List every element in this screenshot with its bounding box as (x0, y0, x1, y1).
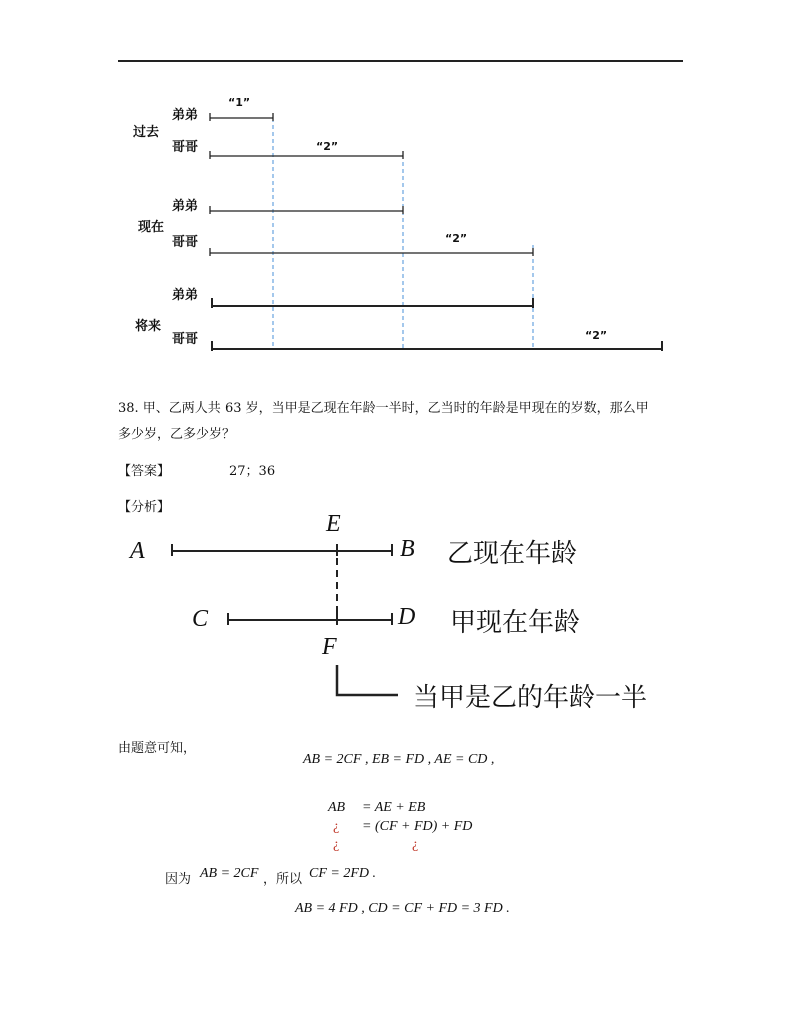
question-line-2: 多少岁，乙多少岁？ (118, 427, 236, 442)
point-C: C (192, 606, 209, 632)
past-seg-1-label: “1” (228, 96, 251, 109)
equation-3-right: = (CF + FD) + FD (362, 819, 473, 834)
equation-3-left: ¿ (333, 819, 340, 834)
label-CD: 甲现在年龄 (450, 608, 581, 638)
past-younger-label: 弟弟 (172, 108, 199, 123)
since-mid: ，所以 (263, 872, 303, 887)
point-D: D (398, 604, 416, 630)
point-B: B (400, 536, 415, 562)
equation-4-right: ¿ (412, 837, 419, 852)
solution-intro: 由题意可知， (118, 741, 197, 756)
past-seg-2-label: “2” (316, 140, 339, 153)
equation-5: AB = 4 FD , CD = CF + FD = 3 FD . (295, 901, 510, 916)
row-label-now: 现在 (138, 220, 165, 235)
answer-value: 27；36 (229, 464, 276, 479)
future-younger-label: 弟弟 (172, 288, 199, 303)
now-younger-label: 弟弟 (172, 199, 199, 214)
label-AB: 乙现在年龄 (447, 539, 578, 569)
past-older-label: 哥哥 (172, 140, 199, 155)
row-label-future: 将来 (135, 319, 162, 334)
since-result: CF = 2FD . (309, 866, 376, 881)
now-seg-2-label: “2” (445, 232, 468, 245)
since-prefix: 因为 (165, 872, 192, 887)
equation-1: AB = 2CF , EB = FD , AE = CD , (303, 752, 495, 767)
row-label-past: 过去 (133, 125, 160, 140)
equation-2-left: AB (328, 800, 346, 815)
point-F: F (322, 634, 337, 660)
question-line-1: 38. 甲、乙两人共 63 岁，当甲是乙现在年龄一半时，乙当时的年龄是甲现在的岁数，那么甲 (118, 401, 649, 416)
point-A: A (130, 538, 145, 564)
future-older-label: 哥哥 (172, 332, 199, 347)
analysis-label: 【分析】 (118, 500, 171, 515)
point-E: E (326, 511, 341, 537)
connector-F (337, 665, 398, 695)
answer-label: 【答案】 (118, 464, 171, 479)
equation-4-left: ¿ (333, 837, 340, 852)
future-seg-2-label: “2” (585, 329, 608, 342)
equation-2-right: = AE + EB (362, 800, 426, 815)
now-older-label: 哥哥 (172, 235, 199, 250)
since-equation: AB = 2CF (200, 866, 259, 881)
label-F: 当甲是乙的年龄一半 (413, 683, 648, 713)
